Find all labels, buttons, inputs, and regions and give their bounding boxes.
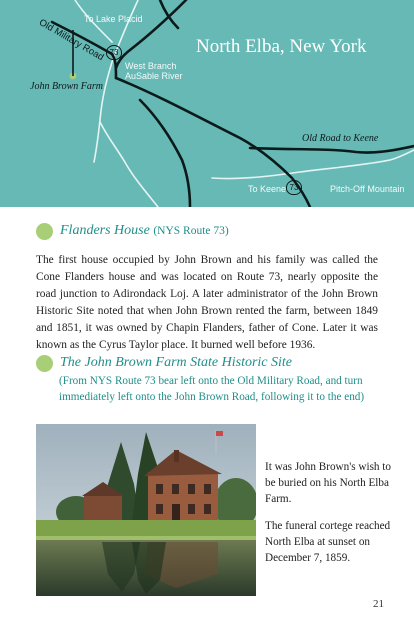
bullet-dot-icon	[36, 355, 53, 372]
route-73-shield-icon: 73	[106, 45, 122, 60]
farmhouse	[148, 472, 218, 524]
old-military-road-label: Old Military Road	[37, 17, 106, 64]
john-brown-farm-label: John Brown Farm	[30, 81, 103, 92]
caption-funeral: The funeral cortege reached North Elba at sunset on December 7, 1859.	[265, 520, 391, 564]
to-lake-placid-label: To Lake Placid	[84, 14, 143, 24]
section-flanders-house-heading	[36, 222, 229, 240]
map	[0, 0, 414, 207]
bullet-dot-icon	[36, 223, 53, 240]
door	[172, 504, 180, 522]
section-title: Flanders House	[60, 223, 150, 238]
ausable-river-label: AuSable River	[125, 71, 183, 81]
flanders-house-paragraph: The first house occupied by John Brown and his family was called the Cone Flanders house and was located on Route 73, nearly opposite the road junction to Adirondack Loj. A later administrator of the John Brown Historic Site noted that when John Brown rented the farm, between 1849 and 1851, it was owned by Chapin Flanders, father of Cone. Later it was known as the Cyrus Taylor place. It burned well before 1936.	[36, 254, 378, 351]
section-subtitle: (NYS Route 73)	[153, 225, 229, 237]
farmhouse-photo-graphic	[36, 424, 256, 596]
pitch-off-mountain-label: Pitch-Off Mountain	[330, 184, 405, 194]
map-title: North Elba, New York	[196, 36, 367, 57]
section-title: The John Brown Farm State Historic Site	[60, 355, 293, 370]
old-road-to-keene-label: Old Road to Keene	[302, 133, 379, 144]
barn	[84, 494, 122, 522]
shoreline	[36, 536, 256, 540]
page-number: 21	[373, 598, 384, 610]
farmhouse-photo	[36, 424, 256, 596]
directions-line-1: (From NYS Route 73 bear left onto the Old Military Road, and turn	[59, 375, 363, 387]
directions-line-2: immediately left onto the John Brown Road, following it to the end)	[59, 391, 365, 403]
chimney	[174, 450, 179, 462]
to-keene-label: To Keene	[248, 184, 287, 194]
directions-text	[59, 373, 399, 405]
route-73-shield-icon-keene: 73	[286, 180, 302, 195]
caption-wish: It was John Brown's wish to be buried on his North Elba Farm.	[265, 461, 392, 505]
section-farm-historic-site-heading	[36, 354, 292, 372]
flag	[216, 431, 223, 436]
west-branch-label: West Branch	[125, 61, 177, 71]
